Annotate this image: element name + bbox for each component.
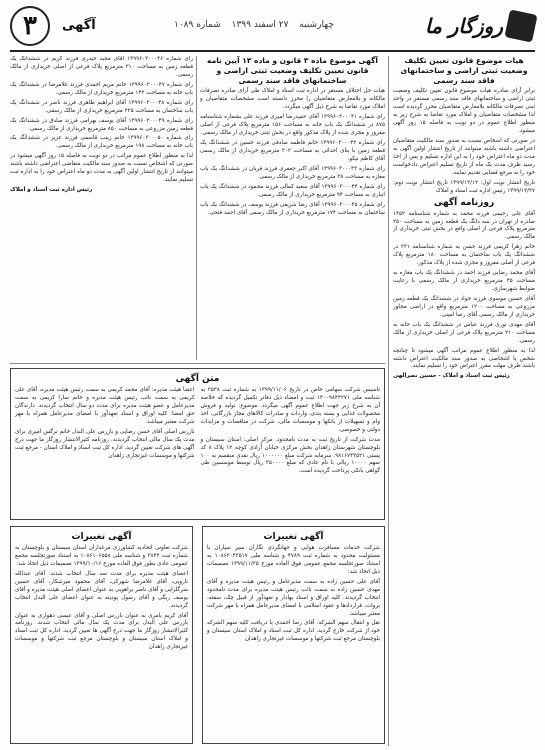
issue-label: شماره ۱۰۸۹ bbox=[174, 20, 221, 30]
right-column-notice-title: روزنامه آگهی bbox=[433, 197, 495, 208]
paragraph: اعضا هیئت مدیره: آقای محمد کریمی به سمت رئیس هیئت مدیره، آقای علی کریمی به سمت نائب رئیس هیئت مدیره و خانم سارا کریمی به سمت مدیرعامل و عضو هیئت مدیره برای مدت دو سال انتخاب گردیدند. دارندگان حق امضا: کلیه اوراق و اسناد تعهدآور با امضای مدیرعامل همراه با مهر شرکت معتبر میباشد. bbox=[15, 387, 195, 425]
paragraph: رای شماره ۱۳۹۹۶۰۳۰۰۰۴۹ آقای یوسف بهرامی فرزند صادق در ششدانگ یک قطعه زمین مزروعی به مساحت ۸۵۰ مترمربع خریداری از مالک رسمی. bbox=[10, 117, 193, 132]
paragraph: برابر آرای صادره هیات موضوع قانون تعیین تکلیف وضعیت ثبتی اراضی و ساختمانهای فاقد سند رسمی مستقر در واحد ثبتی تصرفات مالکانه بلامعارض متقاضیان محرز گردیده است لذا مشخصات متقاضیان و املاک مورد تقاضا به شرح زیر به منظور اطلاع عموم در دو نوبت به فاصله ۱۵ روز آگهی میشود. bbox=[393, 88, 535, 135]
paragraph: رای شماره ۱۳۹۹۶۰۳۰۰۰۵۰ خانم زینب قاسمی فرزند عزیز در ششدانگ یک باب خانه به مساحت ۱۹۸ مترمربع خریداری از مالک رسمی. bbox=[10, 135, 193, 150]
signature: رئیس ثبت اسناد و املاک - حسین نصرالهی bbox=[393, 373, 510, 380]
paragraph: رای شماره ۱۳۹۹۶۰۳۰۰۰۴۴ آقای سعید کمالی فرزند محمود در ششدانگ یک باب انباری به مساحت ۹۴ مترمربع خریداری از مالک رسمی. bbox=[200, 183, 385, 198]
paragraph: رای شماره ۱۳۹۹۶۰۳۰۰۰۴۸ آقای ابراهیم طاهری فرزند ناصر در ششدانگ یک باب ساختمان به مساحت ۲۲۵ مترمربع خریداری از مالک رسمی. bbox=[10, 99, 193, 114]
paragraph: آقای محمد رضایی فرزند احمد در ششدانگ یک باب مغازه به مساحت ۴۵ مترمربع خریداری از مالک رسمی با رعایت ضوابط شهرسازی. bbox=[393, 270, 535, 292]
company-notice-box bbox=[10, 368, 385, 520]
paragraph: نقل و انتقال سهم الشرکه: آقای رضا احمدی با دریافت کلیه سهم الشرکه خود از شرکت خارج گردید. اداره کل ثبت اسناد و املاک استان سیستان و بلوچستان مرجع ثبت شرکتها و موسسات غیرتجاری زاهدان bbox=[207, 620, 380, 643]
right-column-notice-body bbox=[393, 211, 535, 380]
paragraph: آقای مهدی نوری فرزند عباس در ششدانگ یک باب خانه به مساحت ۲۱۰ مترمربع پلاک فرعی از اصلی خریداری از مالک رسمی. bbox=[393, 321, 535, 344]
logo-mark-icon bbox=[504, 9, 537, 42]
paragraph: بازرس اصلی آقای حسن رضایی و بازرس علی البدل خانم نرگس امیری برای مدت یک سال مالی انتخاب گردیدند. روزنامه کثیرالانتشار روزگار ما جهت درج آگهی های شرکت تعیین گردید. اداره کل ثبت اسناد و املاک استان - مرجع ثبت شرکتها و موسسات غیرتجاری زاهدان bbox=[15, 428, 195, 459]
notice-box-title: متن آگهی bbox=[175, 374, 220, 384]
paragraph: در صورتی که اشخاص نسبت به صدور سند مالکیت متقاضیان اعتراضی داشته باشند میتوانند از تاریخ انتشار اولین آگهی به مدت دو ماه اعتراض خود را به این اداره تسلیم و پس از اخذ رسید ظرف مدت یک ماه از تاریخ تسلیم اعتراض دادخواست خود را به مرجع قضایی تقدیم نمایند. bbox=[393, 138, 535, 176]
middle-column bbox=[200, 56, 385, 360]
day-label: چهارشنبه bbox=[299, 20, 334, 30]
section-divider bbox=[10, 363, 385, 364]
changes-notice-box bbox=[10, 526, 193, 744]
middle-column-title: آگهی موضوع ماده ۳ قانون و ماده ۱۳ آیین نامه قانون تعیین تکلیف وضعیت ثبتی اراضی و ساختمانهای فاقد سند رسمی bbox=[207, 56, 378, 86]
paragraph: آقای حسین موسوی فرزند جواد در ششدانگ یک قطعه زمین مزروعی به مساحت ۱۲۰۰ مترمربع واقع در اراضی مجاور خریداری از مالک رسمی آقای رضا امینی. bbox=[393, 295, 535, 318]
paragraph: آقای علی حسین زاده به سمت مدیرعامل و رئیس هیئت مدیره و آقای مهدی حسین زاده به سمت نائب رئیس هیئت مدیره برای مدت نامحدود انتخاب گردیدند. کلیه اوراق و اسناد بهادار و تعهدآور از قبیل چک، سفته، بروات، قراردادها و عقود اسلامی با امضای مدیرعامل همراه با مهر شرکت معتبر میباشد. bbox=[207, 578, 380, 617]
changes-box-title: آگهی تغییرات bbox=[71, 532, 132, 542]
page-header bbox=[10, 6, 535, 46]
paragraph: لذا به منظور اطلاع عموم مراتب در دو نوبت به فاصله ۱۵ روز آگهی میشود در صورتی که اشخاص نسبت به صدور سند مالکیت متقاضی اعتراضی داشته باشند میتوانند از تاریخ انتشار اولین آگهی به مدت دو ماه اعتراض خود را به اداره ثبت تسلیم نمایند. bbox=[10, 153, 193, 184]
paragraph: اعضای هیئت مدیره برای مدت سه سال انتخاب شدند: آقای عبدالله نارویی، آقای غلامرضا شهرکی، آقای محمود میرشکار، آقای حسین سرگلزایی و آقای ناصر براهویی به عنوان اعضای اصلی هیئت مدیره و آقای یوسف ریگی و آقای رسول پودینه به عنوان اعضای علی البدل انتخاب گردیدند. bbox=[15, 570, 188, 609]
column-divider bbox=[196, 56, 197, 360]
changes-notice-box bbox=[202, 526, 385, 744]
signature: رئیس اداره ثبت اسناد و املاک bbox=[10, 187, 93, 194]
header-divider bbox=[10, 50, 535, 52]
page-number: ۳ bbox=[10, 6, 50, 46]
section-label: آگهی bbox=[62, 18, 96, 33]
right-column bbox=[393, 56, 535, 746]
paragraph: رای شماره ۱۳۹۹۶۰۳۰۰۰۴۷ خانم مریم احمدی فرزند غلامرضا در ششدانگ یک باب خانه به مساحت ۱۴۲ مترمربع خریداری از مالک رسمی. bbox=[10, 81, 193, 96]
logo-name: روزگار ما bbox=[424, 14, 503, 38]
paragraph: تاسیس شرکت سهامی خاص در تاریخ ۱۳۹۹/۱۱/۰۶ به شماره ثبت ۲۵۳۸ به شناسه ملی ۱۴۰۰۹۸۴۳۲۷۱ ثبت و امضاء ذیل دفاتر تکمیل گردیده که خلاصه آن به شرح زیر جهت اطلاع عموم آگهی میگردد. موضوع: تولید و فروش محصولات غذایی و بسته بندی، واردات و صادرات کالاهای مجاز بازرگانی، اخذ وام و تسهیلات از بانکها و موسسات مالی، شرکت در مناقصات و مزایدات دولتی و خصوصی. bbox=[200, 387, 380, 433]
newspaper-logo bbox=[425, 6, 535, 46]
paragraph: رای شماره ۱۳۹۹۶۰۳۰۰۰۴۵ آقای رضا شریفی فرزند یوسف در ششدانگ یک باب ساختمان به مساحت ۱۷۴ مترمربع خریداری از مالک رسمی آقای احمد فتحی. bbox=[200, 201, 385, 216]
paragraph: شرکت تعاونی اتحادیه کشاورزی مرغداران استان سیستان و بلوچستان به شماره ثبت ۲۸۴۲ و شناسه ملی ۱۰۸۶۱۰۶۵۵۸ به استناد صورتجلسه مجمع عمومی عادی بطور فوق العاده مورخ ۱۳۹۹/۱۰/۱۶ تصمیمات ذیل اتخاذ شد: bbox=[15, 545, 188, 567]
column-divider bbox=[388, 56, 389, 746]
changes-box-title: آگهی تغییرات bbox=[263, 532, 324, 542]
paragraph: هیات حل اختلاف مستقر در اداره ثبت اسناد و املاک طی آرای صادره تصرفات مالکانه و بلامعارض متقاضیان را محرز دانسته است مشخصات متقاضیان و املاک مورد تقاضا به شرح ذیل آگهی میگردد. bbox=[200, 88, 385, 111]
right-column-title: هیات موضوع قانون تعیین تکلیف وضعیت ثبتی اراضی و ساختمانهای فاقد سند رسمی bbox=[400, 56, 528, 86]
paragraph: رای شماره ۱۳۹۹۶۰۳۰۰۰۴۲ خانم فاطمه صادقی فرزند حسین در ششدانگ یک قطعه زمین با بنای احداثی به مساحت ۲۰۲ مترمربع خریداری از مالک رسمی آقای کاظم نیکو. bbox=[200, 140, 385, 162]
paragraph: مدت شرکت از تاریخ ثبت به مدت نامحدود. مرکز اصلی: استان سیستان و بلوچستان شهرستان زاهدان بخش مرکزی خیابان آزادی کوچه ۱۲ پلاک ۸ کد پستی ۹۸۱۶۷۴۳۵۲۱. سرمایه شرکت مبلغ ۱۰۰۰۰۰۰ ریال نقدی منقسم به ۱۰۰ سهم ۱۰۰۰۰ ریالی با نام عادی که مبلغ ۳۵۰۰۰۰ ریال توسط موسسین طی گواهی بانکی پرداخت گردیده است. bbox=[200, 436, 381, 475]
paragraph: خانم زهرا کریمی فرزند حسن به شماره شناسنامه ۲۳۱ در ششدانگ یک باب ساختمان به مساحت ۱۸۰ مترمربع پلاک فرعی از اصلی مفروز و مجزی شده از پلاک مذکور. bbox=[393, 244, 535, 267]
paragraph: آقای علی رحیمی فرزند محمد به شماره شناسنامه ۱۴۵۲ صادره از تهران در سه دانگ یک قطعه زمین به مساحت ۲۵۰ مترمربع پلاک فرعی از اصلی واقع در بخش ثبتی خریداری از مالک رسمی. bbox=[393, 210, 535, 241]
dateline bbox=[170, 20, 338, 30]
paragraph: رای شماره ۱۳۹۹۶۰۳۰۰۰۴۶ آقای مجید حیدری فرزند کریم در ششدانگ یک قطعه زمین به مساحت ۳۱۰ مترمربع پلاک فرعی از اصلی خریداری از مالک رسمی. bbox=[10, 56, 193, 78]
paragraph: آقای کریم بامری به عنوان بازرس اصلی و آقای عیسی دهواری به عنوان بازرس علی البدل برای مدت یک سال مالی انتخاب شدند. روزنامه کثیرالانتشار روزگار ما جهت درج آگهی ها تعیین گردید. اداره کل ثبت اسناد و املاک استان سیستان و بلوچستان مرجع ثبت شرکتها و موسسات غیرتجاری زاهدان bbox=[15, 612, 188, 651]
notice-box-body bbox=[15, 387, 380, 476]
left-column bbox=[10, 56, 193, 360]
paragraph: رای شماره ۱۳۹۹۶۰۳۰۰۰۴۱ آقای حمیدرضا امیری فرزند علی بشماره شناسنامه ۸۷۵ در ششدانگ یک باب خانه به مساحت ۱۵۶ مترمربع پلاک فرعی از اصلی مفروز و مجزی شده از پلاک مذکور واقع در بخش ثبتی خریداری از مالک رسمی. bbox=[200, 114, 385, 137]
paragraph: رای شماره ۱۳۹۹۶۰۳۰۰۰۴۳ آقای اکبر جعفری فرزند قربان در ششدانگ یک باب مغازه به مساحت ۳۸ مترمربع خریداری از مالک رسمی. bbox=[200, 165, 385, 180]
paragraph: تاریخ انتشار نوبت اول: ۱۳۹۹/۱۲/۱۲ تاریخ انتشار نوبت دوم: ۱۳۹۹/۱۲/۲۷ رئیس اداره ثبت اسناد و املاک bbox=[393, 179, 535, 194]
paragraph: لذا به منظور اطلاع عموم مراتب آگهی میشود تا چنانچه شخص یا اشخاصی به صدور سند مالکیت اعتراض داشته باشند ظرف مهلت مقرر اعتراض خود را تسلیم نمایند. bbox=[393, 347, 535, 370]
paragraph: شرکت خدمات مسافرت هوایی و جهانگردی نگاران سیر سپاران با مسئولیت محدود به شماره ثبت ۴۷۸۹ و شناسه ملی ۱۰۸۶۲۰۴۳۵۱۷ به استناد صورتجلسه مجمع عمومی فوق العاده مورخ ۱۳۹۹/۱۱/۲۵ تصمیمات ذیل اتخاذ شد: bbox=[207, 545, 381, 575]
right-column-body bbox=[393, 88, 535, 195]
date-label: ۲۷ اسفند ۱۳۹۹ bbox=[231, 20, 289, 30]
